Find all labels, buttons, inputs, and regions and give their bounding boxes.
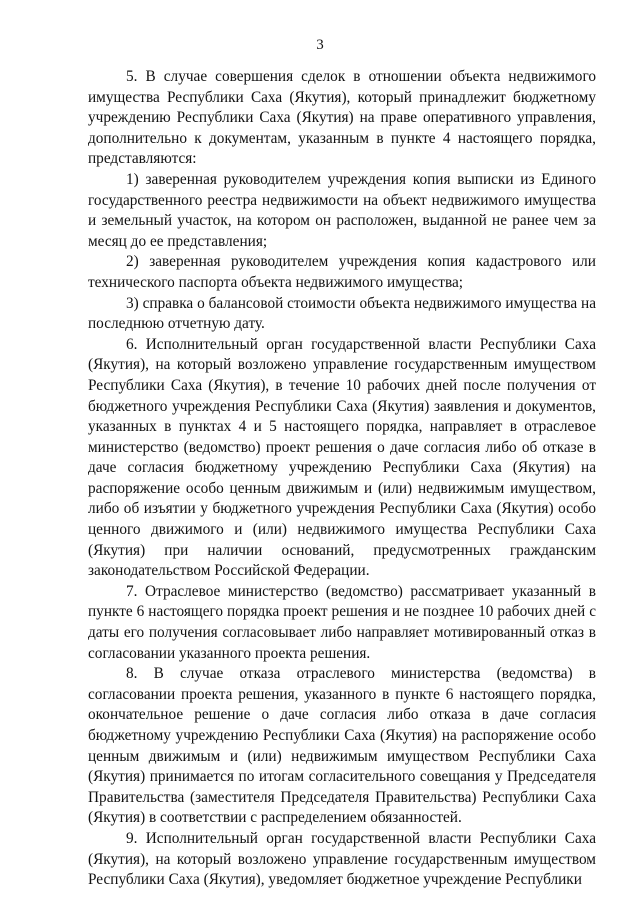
paragraph-5-item-3: 3) справка о балансовой стоимости объекта недвижимого имущества на последнюю отчетную дату. [88,294,596,333]
page-number: 3 [316,37,324,53]
document-body [88,67,596,891]
paragraph-8: 8. В случае отказа отраслевого министерства (ведомства) в согласовании проекта решения, указанного в пункте 6 настоящего порядка, окончательное решение о даче согласия либо отказа в даче согласия бюджетному учреждению Республики Саха (Якутия) на распоряжение особо ценным движимым и (или) недвижимым имуществом Республики Саха (Якутия) принимается по итогам согласительного совещания у Председателя Правительства (заместителя Председателя Правительства) Республики Саха (Якутия) в соответствии с распределением обязанностей. [88,665,596,827]
paragraph-5-item-2: 2) заверенная руководителем учреждения копия кадастрового или технического паспорта объекта недвижимого имущества; [88,253,596,291]
paragraph-5-item-1: 1) заверенная руководителем учреждения копия выписки из Единого государственного реестра недвижимости на объект недвижимого имущества и земельный участок, на котором он расположен, выданной не ранее чем за месяц до ее представления; [88,170,596,250]
paragraph-6: 6. Исполнительный орган государственной власти Республики Саха (Якутия), на который возложено управление государственным имуществом Республики Саха (Якутия), в течение 10 рабочих дней после получения от бюджетного учреждения Республики Саха (Якутия) заявления и документов, указанных в пунктах 4 и 5 настоящего порядка, направляет в отраслевое министерство (ведомство) проект решения о даче согласия либо об отказе в даче согласия бюджетному учреждению Республики Саха (Якутия) на распоряжение особо ценным движимым и (или) недвижимым имуществом, либо об изъятии у бюджетного учреждения Республики Саха (Якутия) особо ценного движимого и (или) недвижимого имущества Республики Саха (Якутия) при наличии оснований, предусмотренных гражданским законодательством Российской Федерации. [88,335,596,580]
paragraph-9: 9. Исполнительный орган государственной власти Республики Саха (Якутия), на который возложено управление государственным имуществом Республики Саха (Якутия), уведомляет бюджетное учреждение Республики [88,829,596,889]
paragraph-7: 7. Отраслевое министерство (ведомство) рассматривает указанный в пункте 6 настоящего порядка проект решения и не позднее 10 рабочих дней с даты его получения согласовывает либо направляет мотивированный отказ в согласовании указанного проекта решения. [88,582,596,662]
paragraph-5: 5. В случае совершения сделок в отношении объекта недвижимого имущества Республики Саха (Якутия), который принадлежит бюджетному учреждению Республики Саха (Якутия) на праве оперативного управления, дополнительно к документам, указанным в пункте 4 настоящего порядка, представляются: [88,68,596,168]
